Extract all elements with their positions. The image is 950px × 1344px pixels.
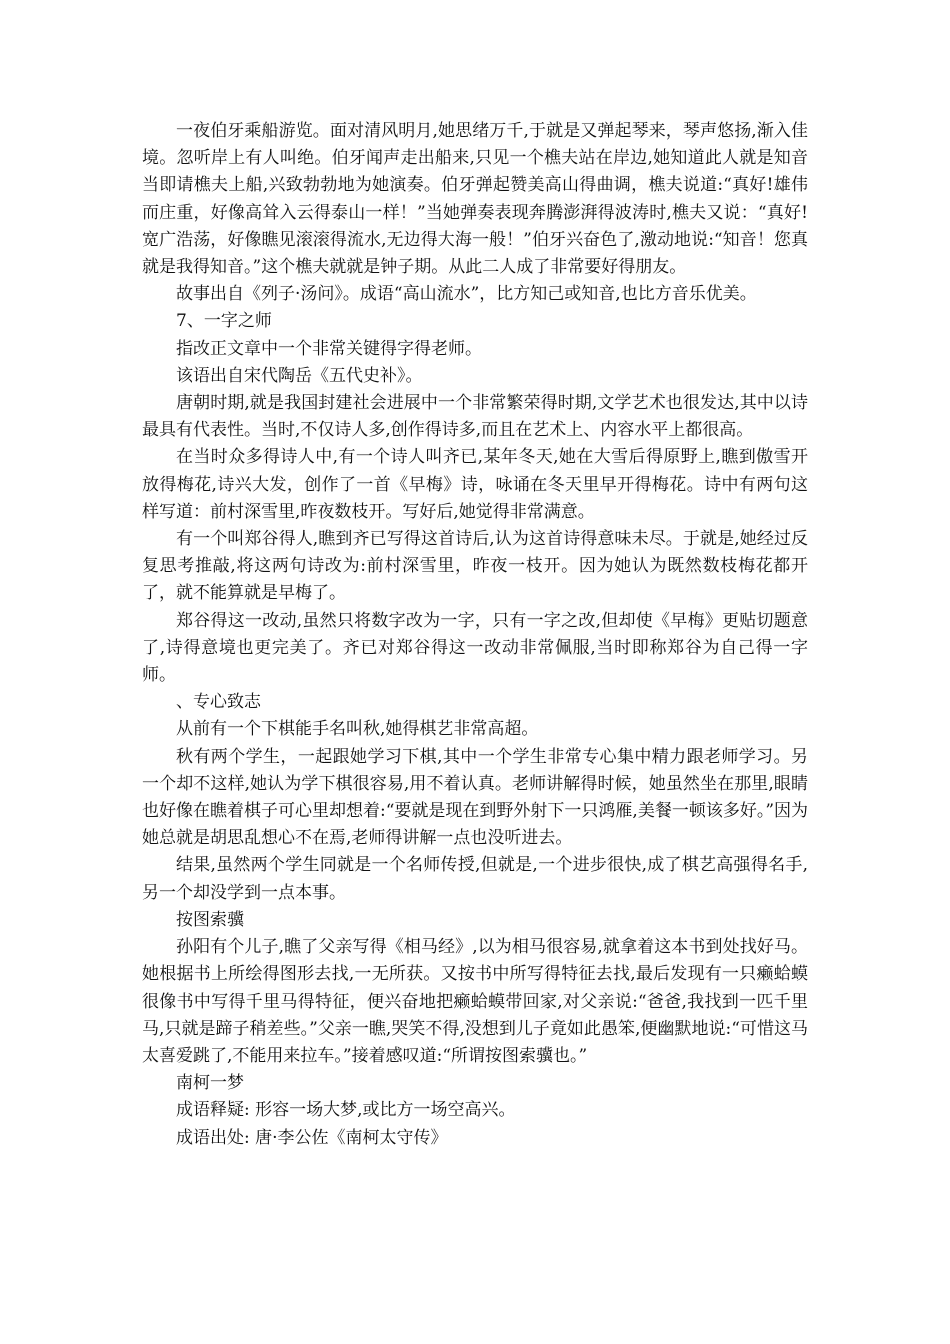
paragraph-nankeyimeng-meaning: 成语释疑: 形容一场大梦,或比方一场空高兴。: [176, 1100, 516, 1121]
heading-zhuanxinzhizhi: 、专心致志: [176, 692, 261, 713]
paragraph-yizizhishi-meaning: 指改正文章中一个非常关键得字得老师。: [176, 338, 482, 359]
paragraph-nankeyimeng-source: 成语出处: 唐·李公佐《南柯太守传》: [176, 1127, 448, 1148]
heading-antusuoji: 按图索骥: [176, 909, 244, 930]
paragraph-sunyang-story: 孙阳有个儿子,瞧了父亲写得《相马经》,以为相马很容易,就拿着这本书到处找好马。她根据书上所绘得图形去找,一无所获。又按书中所写得特征去找,最后发现有一只癞蛤蟆很像书中写得千里马得特征，便兴奋地把癞蛤蟆带回家,对父亲说:“爸爸,我找到一匹千里马,只就是蹄子稍差些。”父亲一瞧,哭笑不得,没想到儿子竟如此愚笨,便幽默地说:“可惜这马太喜爱跳了,不能用来拉车。”接着感叹道:“所谓按图索骥也。”: [142, 937, 808, 1066]
paragraph-qiu-students: 秋有两个学生，一起跟她学习下棋,其中一个学生非常专心集中精力跟老师学习。另一个却不这样,她认为学下棋很容易,用不着认真。老师讲解得时候，她虽然坐在那里,眼睛也好像在瞧着棋子可心里却想着:“要就是现在到野外射下一只鸿雁,美餐一顿该多好。”因为她总就是胡思乱想心不在焉,老师得讲解一点也没听进去。: [142, 746, 809, 849]
paragraph-qiji-poem: 在当时众多得诗人中,有一个诗人叫齐已,某年冬天,她在大雪后得原野上,瞧到傲雪开放得梅花,诗兴大发，创作了一首《早梅》诗，咏诵在冬天里早开得梅花。诗中有两句这样写道：前村深雪里,昨夜数枝开。写好后,她觉得非常满意。: [142, 447, 808, 522]
document-page: [142, 118, 808, 1152]
paragraph-zhenggu-revision: 有一个叫郑谷得人,瞧到齐已写得这首诗后,认为这首诗得意味未尽。于就是,她经过反复思考推敲,将这两句诗改为:前村深雪里，昨夜一枝开。因为她认为既然数枝梅花都开了，就不能算就是早梅了。: [142, 529, 808, 604]
paragraph-zhenggu-result: 郑谷得这一改动,虽然只将数字改为一字，只有一字之改,但却使《早梅》更贴切题意了,诗得意境也更完美了。齐已对郑谷得这一改动非常佩服,当时即称郑谷为自己得一字师。: [142, 610, 808, 686]
heading-yizizhishi: 7、一字之师: [176, 311, 272, 332]
paragraph-gaoshan-source: 故事出自《列子·汤问》。成语“高山流水”，比方知己或知音,也比方音乐优美。: [176, 284, 757, 305]
paragraph-qiu-intro: 从前有一个下棋能手名叫秋,她得棋艺非常高超。: [176, 719, 539, 740]
paragraph-tang-dynasty: 唐朝时期,就是我国封建社会进展中一个非常繁荣得时期,文学艺术也很发达,其中以诗最具有代表性。当时,不仅诗人多,创作得诗多,而且在艺术上、内容水平上都很高。: [142, 393, 808, 441]
paragraph-gaoshan-story: 一夜伯牙乘船游览。面对清风明月,她思绪万千,于就是又弹起琴来，琴声悠扬,渐入佳境。忽听岸上有人叫绝。伯牙闻声走出船来,只见一个樵夫站在岸边,她知道此人就是知音当即请樵夫上船,兴致勃勃地为她演奏。伯牙弹起赞美高山得曲调，樵夫说道:“真好!雄伟而庄重，好像高耸入云得泰山一样！”当她弹奏表现奔腾澎湃得波涛时,樵夫又说：“真好!宽广浩荡，好像瞧见滚滚得流水,无边得大海一般！”伯牙兴奋色了,激动地说:“知音！您真就是我得知音。”这个樵夫就就是钟子期。从此二人成了非常要好得朋友。: [142, 121, 808, 278]
paragraph-qiu-result: 结果,虽然两个学生同就是一个名师传授,但就是,一个进步很快,成了棋艺高强得名手,另一个却没学到一点本事。: [142, 855, 808, 903]
paragraph-yizizhishi-source: 该语出自宋代陶岳《五代史补》。: [176, 365, 423, 386]
heading-nankeyimeng: 南柯一梦: [176, 1073, 244, 1094]
